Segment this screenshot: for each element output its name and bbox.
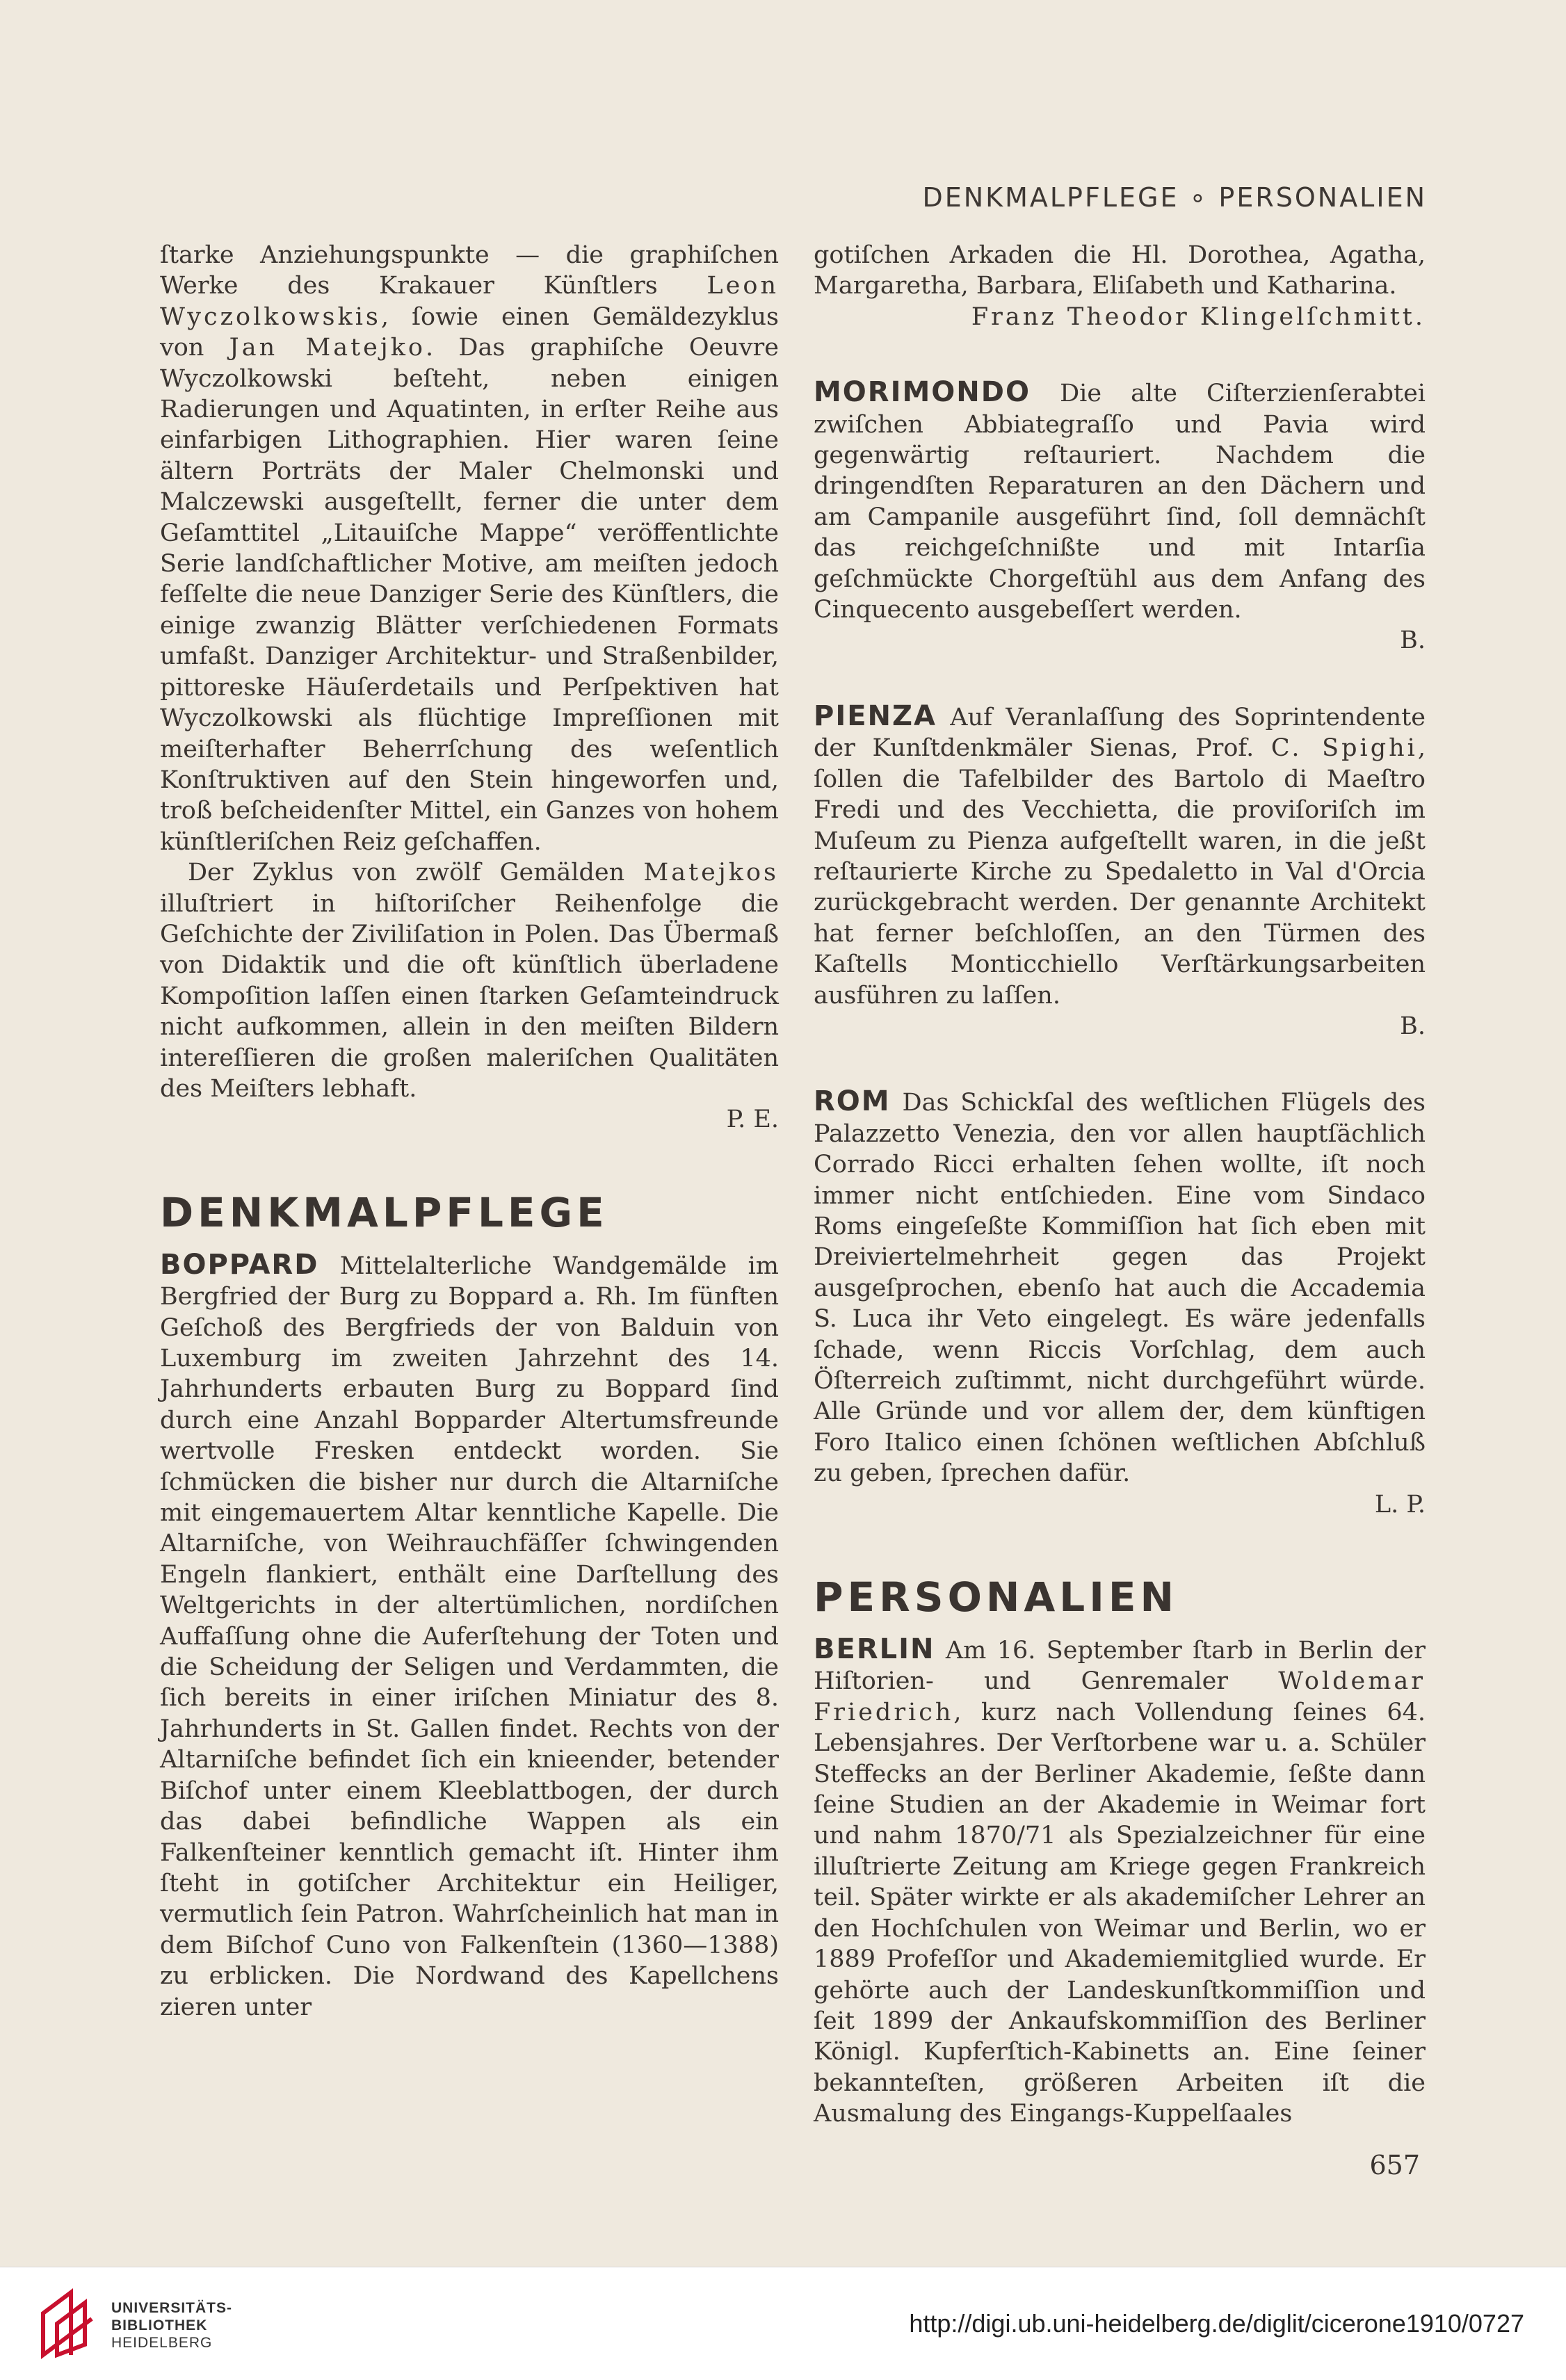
signature: Franz Theodor Klingelſchmitt. [971,302,1426,331]
entry-boppard: BOPPARD Mittelalterliche Wandgemälde im Bergfried der Burg zu Boppard a. Rh. Im fünften Geſchoß des Bergfrieds der von Balduin von Luxemburg im zweiten Jahrzehnt des 14. Jahrhunderts erbauten Burg zu Boppard ſind durch eine Anzahl Bopparder Altertumsfreunde wertvolle Fresken entdeckt worden. Sie ſchmücken die bisher nur durch die Altarniſche mit eingemauertem Altar kenntliche Kapelle. Die Altarniſche, von Weihrauchfäſſer ſchwingenden Engeln flankiert, enthält eine Darſtellung des Weltgerichts in der altertümlichen, nordiſchen Auffaſſung ohne die Auferſtehung der Toten und die Scheidung der Seligen und Verdammten, die ſich bereits in einer iriſchen Miniatur des 8. Jahrhunderts in St. Gallen findet. Rechts von der Altarniſche befindet ſich ein knieender, betender Biſchof unter einem Kleeblattbogen, der durch das dabei befindliche Wappen als ein Falkenſteiner kenntlich gemacht iſt. Hinter ihm ſteht in gotiſcher Architektur ein Heiliger, vermutlich ſein Patron. Wahrſcheinlich hat man in dem Biſchof Cuno von Falkenſtein (1360—1388) zu erblicken. Die Nordwand des Kapellchens zieren unter [160,1248,779,2021]
signature: P. E. [726,1106,779,1134]
entry-keyword: MORIMONDO [814,376,1031,409]
paragraph: Der Zyklus von zwölf Gemälden Matejkos illuſtriert in hiſtoriſcher Reihenfolge die Geſchichte der Ziviliſation in Polen. Das Übermaß von Didaktik und die oft künſtlich überladene Kompoſition laſſen einen ſtarken Geſamteindruck nicht aufkommen, allein in den meiſten Bildern intereſſieren die großen maleriſchen Qualitäten des Meiſters lebhaft. [160,859,779,1103]
right-column [814,240,1426,2130]
running-head: DENKMALPFLEGE ∘ PERSONALIEN [922,182,1427,213]
paragraph: gotiſchen Arkaden die Hl. Dorothea, Agatha, Margaretha, Barbara, Eliſabeth und Katharina. [814,241,1426,300]
signature: B. [1400,626,1426,655]
entry-berlin: BERLIN Am 16. September ſtarb in Berlin der Hiſtorien- und Genremaler Woldemar Friedrich, kurz nach Vollendung ſeines 64. Lebensjahres. Der Verſtorbene war u. a. Schüler Steffecks an der Berliner Akademie, ſeßte dann ſeine Studien an der Akademie in Weimar fort und nahm 1870/71 als Spezialzeichner für eine illuſtrierte Zeitung am Kriege gegen Frankreich teil. Später wirkte er als akademiſcher Lehrer an den Hochſchulen von Weimar und Berlin, wo er 1889 Profeſſor und Akademiemitglied wurde. Er gehörte auch der Landeskunſtkommiſſion und ſeit 1899 der Ankaufskommiſſion des Berliner Königl. Kupferſtich-Kabinetts an. Eine ſeiner bekannteſten, größeren Arbeiten iſt die Ausmalung des Eingangs-Kuppelſaales [814,1633,1426,2128]
signature: L. P. [1374,1490,1426,1519]
entry-keyword: PIENZA [814,699,937,732]
entry-keyword: ROM [814,1085,891,1118]
name-spaced: Jan Matejko [229,334,426,362]
entry-rom: ROM Das Schickſal des weſtlichen Flügels des Palazzetto Venezia, den vor allen hauptſächlich Corrado Ricci erhalten ſehen wollte, iſt noch immer nicht entſchieden. Eine vom Sindaco Roms eingeſeßte Kommiſſion hat ſich eben mit Dreiviertelmehrheit gegen das Projekt ausgeſprochen, ebenſo hat auch die Accademia S. Luca ihr Veto eingelegt. Es wäre jedenfalls ſchade, wenn Riccis Vorſchlag, dem auch Öſterreich zuſtimmt, nicht durchgeführt würde. Alle Gründe und vor allem der, dem künftigen Foro Italico einen ſchönen weſtlichen Abſchluß zu geben, ſprechen dafür. [814,1085,1426,1488]
entry-pienza: PIENZA Auf Veranlaſſung des Soprintendente der Kunſtdenkmäler Sienas, Prof. C. Spighi, ſollen die Tafelbilder des Bartolo di Maeſtro Fredi und des Vecchietta, die proviſoriſch im Muſeum zu Pienza aufgeſtellt waren, in die jeßt reſtaurierte Kirche zu Spedaletto in Val d'Orcia zurückgebracht werden. Der genannte Architekt hat ferner beſchloſſen, an den Türmen des Kaſtells Monticchiello Verſtärkungsarbeiten ausführen zu laſſen. [814,699,1426,1010]
library-name: UNIVERSITÄTS- BIBLIOTHEK HEIDELBERG [111,2300,233,2351]
section-title-personalien: PERSONALIEN [814,1573,1178,1621]
paragraph: ſtarke Anziehungspunkte — die graphiſchen Werke des Krakauer Künſtlers Leon Wyczolkowskis, ſowie einen Gemäldezyklus von Jan Matejko. Das graphiſche Oeuvre Wyczolkowski beſteht, neben einigen Radierungen und Aquatinten, in erſter Reihe aus einfarbigen Lithographien. Hier waren ſeine ältern Porträts der Maler Chelmonski und Malczewski ausgeſtellt, ferner die unter dem Geſamttitel „Litauiſche Mappe“ veröffentlichte Serie landſchaftlicher Motive, am meiſten jedoch feſſelte die neue Danziger Serie des Künſtlers, die einige zwanzig Blätter verſchiedenen Formats umfaßt. Danziger Architektur- und Straßenbilder, pittoreske Häuſerdetails und Perſpektiven hat Wyczolkowski als flüchtige Impreſſionen mit meiſterhafter Beherrſchung des weſentlich Konſtruktiven auf den Stein hingeworfen und, troß beſcheidenſter Mittel, ein Ganzes von hohem künſtleriſchen Reiz geſchaffen. [160,241,779,856]
library-logo-icon [36,2285,97,2362]
footer-bar [0,2267,1566,2380]
source-url-link[interactable]: http://digi.ub.uni-heidelberg.de/diglit/cicerone1910/0727 [909,2309,1524,2338]
name-spaced: Woldemar Friedrich [814,1667,1426,1726]
name-spaced: Leon Wyczolkowskis [160,272,779,331]
entry-keyword: BOPPARD [160,1248,319,1281]
left-column [160,240,779,2023]
page-number: 657 [1369,2150,1420,2180]
entry-keyword: BERLIN [814,1633,935,1666]
signature: B. [1400,1012,1426,1040]
name-spaced: C. Spighi [1270,734,1418,763]
entry-morimondo: MORIMONDO Die alte Ciſterzienſerabtei zwiſchen Abbiategraſſo und Pavia wird gegenwärtig reſtauriert. Nachdem die dringendſten Reparaturen an den Dächern und am Campanile ausgeführt ſind, ſoll demnächſt das reichgeſchnißte und mit Intarſia geſchmückte Chorgeſtühl aus dem Anfang des Cinquecento ausgebeſſert werden. [814,376,1426,624]
name-spaced: Matejkos [643,859,779,887]
section-title-denkmalpflege: DENKMALPFLEGE [160,1188,608,1236]
